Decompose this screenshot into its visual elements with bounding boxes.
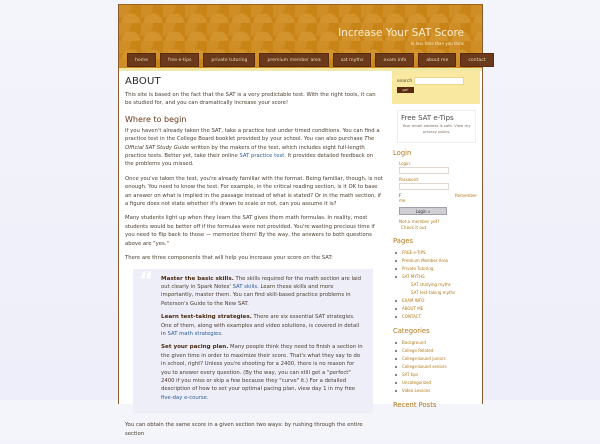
quote-item-strategies — [161, 313, 363, 338]
category-link[interactable] — [395, 387, 480, 395]
page-label: Premium Member Area — [402, 258, 448, 263]
book-title: The Official SAT Study Guide — [125, 136, 375, 151]
category-label: Uncategorized — [402, 380, 431, 385]
sidebar — [392, 71, 480, 413]
page-label: SAT MYTHS — [402, 274, 425, 279]
paragraph-1 — [125, 127, 383, 169]
five-day-ecourse-link[interactable]: five-day e-course — [161, 394, 207, 401]
quote-heading: Master the basic skills. — [161, 275, 234, 282]
not-member-link[interactable]: Not a member yet? — [399, 219, 440, 224]
category-label: SAT tips — [402, 372, 419, 377]
page-link[interactable] — [395, 305, 480, 313]
category-label: College-bound seniors — [402, 364, 447, 369]
sat-skills-link[interactable]: SAT skills — [232, 283, 258, 290]
text: The skills required for the math section are laid out clearly in Spark Notes' — [161, 275, 362, 290]
bullet-icon — [395, 390, 397, 392]
quote-icon: “ — [139, 268, 154, 294]
main-nav — [127, 53, 494, 67]
page-title: ABOUT — [125, 76, 161, 87]
search-widget — [392, 71, 480, 104]
recent-posts-title: Recent Posts — [393, 401, 437, 409]
page-link[interactable] — [395, 297, 480, 305]
check-it-out-link[interactable]: Check it out — [401, 225, 427, 230]
quote-item-skills — [161, 275, 363, 309]
nav-home[interactable]: home — [127, 53, 156, 67]
page-label: FREE e-TIPS — [402, 250, 426, 255]
bullet-icon — [395, 366, 397, 368]
page-container — [118, 4, 486, 437]
text: . — [206, 394, 209, 401]
bullet-icon — [395, 260, 397, 262]
bullet-icon — [395, 300, 397, 302]
password-input[interactable] — [399, 183, 449, 190]
paragraph-2: Once you've taken the test, you're already familiar with the format. Being familiar, though, is not enough. You need to know the test. For example, in the critical reading section, is it OK to base an answer on what is implied in the passage instead of what is stated? Or in the math section, if a figure does not state whether it's drawn to scale or not, can you assume it is? — [125, 175, 383, 208]
nav-contact[interactable]: contact — [460, 53, 493, 67]
section-heading: Where to begin — [125, 114, 187, 124]
page-link[interactable] — [395, 313, 480, 321]
bullet-icon — [395, 358, 397, 360]
quote-item-pacing — [161, 343, 363, 402]
login-title: Login — [393, 149, 412, 157]
login-label: Login: — [399, 161, 412, 166]
nav-free-e-tips[interactable]: free e-tips — [160, 53, 199, 67]
page-label: EXAM INFO — [402, 298, 425, 303]
sat-math-strategies-link[interactable]: SAT math strategies — [167, 330, 222, 337]
category-link[interactable] — [395, 355, 480, 363]
text: written by the makers of the test, which includes eight full-length practice tests. Better yet, take their online — [125, 144, 365, 160]
intro-paragraph: This site is based on the fact that the SAT is a very predictable test. With the right tools, it can be studied for, and you can dramatically increase your score! — [125, 92, 376, 107]
page-link[interactable] — [395, 273, 480, 281]
bullet-icon — [395, 268, 397, 270]
categories-list — [392, 339, 480, 395]
login-input[interactable] — [399, 167, 449, 174]
text: . It provides detailed feedback on the problems you missed. — [125, 153, 374, 168]
bullet-icon — [395, 374, 397, 376]
text: There are six essential SAT strategies. One of them, along with examples and video solutions, is covered in detail in — [161, 314, 360, 337]
bullet-icon — [395, 350, 397, 352]
blockquote — [133, 269, 373, 414]
category-label: Video Lessons — [402, 388, 431, 393]
etips-title: Free SAT e-Tips — [401, 114, 454, 122]
sat-practice-test-link[interactable]: SAT practice test — [239, 153, 285, 160]
bullet-icon — [395, 316, 397, 318]
remember-label: Remember — [455, 193, 477, 198]
site-tagline: In less time than you think — [410, 41, 464, 46]
page-link[interactable] — [395, 265, 480, 273]
page-link[interactable] — [395, 249, 480, 257]
text: . — [221, 330, 223, 337]
category-link[interactable] — [395, 363, 480, 371]
remember-checkbox[interactable]: F — [399, 193, 402, 198]
page-label: CONTACT — [402, 314, 421, 319]
site-header — [119, 4, 486, 68]
nav-sat-myths[interactable]: sat myths — [333, 53, 372, 67]
paragraph-5: You can obtain the same score in a given section two ways: by rushing through the entire section — [125, 422, 363, 437]
password-label: Password: — [399, 177, 420, 182]
category-link[interactable] — [395, 379, 480, 387]
bullet-icon — [395, 308, 397, 310]
page-link[interactable]: SAT studying myths — [411, 282, 451, 287]
search-label: search — [397, 78, 413, 84]
paragraph-4: There are three components that will help you increase your score on the SAT: — [125, 255, 333, 262]
nav-exam-info[interactable]: exam info — [375, 53, 414, 67]
quote-heading: Set your pacing plan. — [161, 344, 229, 351]
page-label: ABOUT ME — [402, 306, 424, 311]
bullet-icon — [395, 276, 397, 278]
page-link[interactable]: SAT test-taking myths — [411, 290, 456, 295]
search-input[interactable] — [414, 77, 464, 85]
nav-premium-member-area[interactable]: premium member area — [259, 53, 328, 67]
remember-me-label: me — [399, 198, 406, 203]
category-link[interactable] — [395, 339, 480, 347]
login-form — [392, 161, 480, 231]
categories-title: Categories — [393, 327, 430, 335]
etips-text: Your email address is safe. View my privacy policy. — [402, 123, 471, 134]
bullet-icon — [395, 382, 397, 384]
paragraph-3: Many students light up when they learn the SAT gives them math formulas. In reality, most students would be better off if the formulas were not provided. You're wasting precious time if you need to flip back to those — memorize them! By the way, the answers to both questions above are "yes." — [125, 215, 375, 247]
etips-widget — [397, 110, 476, 143]
page-link[interactable] — [395, 257, 480, 265]
text: If you haven't already taken the SAT, take a practice test under timed conditions. You can find a practice test in the College Board booklet provided by your school. You can also purchase — [125, 127, 380, 143]
login-button[interactable]: Login » — [399, 207, 447, 215]
nav-private-tutoring[interactable]: private tutoring — [203, 53, 255, 67]
pages-list — [392, 249, 480, 321]
search-go-button[interactable]: go! — [397, 87, 414, 93]
category-label: College-bound juniors — [402, 356, 446, 361]
category-label: Background — [402, 340, 426, 345]
bullet-icon — [395, 252, 397, 254]
category-label: College Related — [402, 348, 434, 353]
bullet-icon — [395, 342, 397, 344]
text: . Learn these skills and more importantly, master them. You can find skill-based practice problems in Peterson's Guide to the New SAT. — [161, 283, 351, 307]
site-title[interactable]: Increase Your SAT Score — [338, 27, 464, 39]
quote-heading: Learn test-taking strategies. — [161, 314, 252, 321]
pages-title: Pages — [393, 237, 413, 245]
nav-about-me[interactable]: about me — [418, 53, 456, 67]
category-link[interactable] — [395, 347, 480, 355]
category-link[interactable] — [395, 371, 480, 379]
text: Many people think they need to finish a section in the given time in order to maximize their score. That's what they say to do in school, right? Unless you're shooting for a 2400, there is no reason for you to answer every question. (By the way, you can still get a "perfect" 2400 if you miss or skip a few because they "curve" it.) For a detailed description of how to set your optimal pacing plan, view day 1 in my free — [161, 344, 363, 393]
page-label: Private Tutoring — [402, 266, 434, 271]
main-content — [125, 76, 383, 444]
